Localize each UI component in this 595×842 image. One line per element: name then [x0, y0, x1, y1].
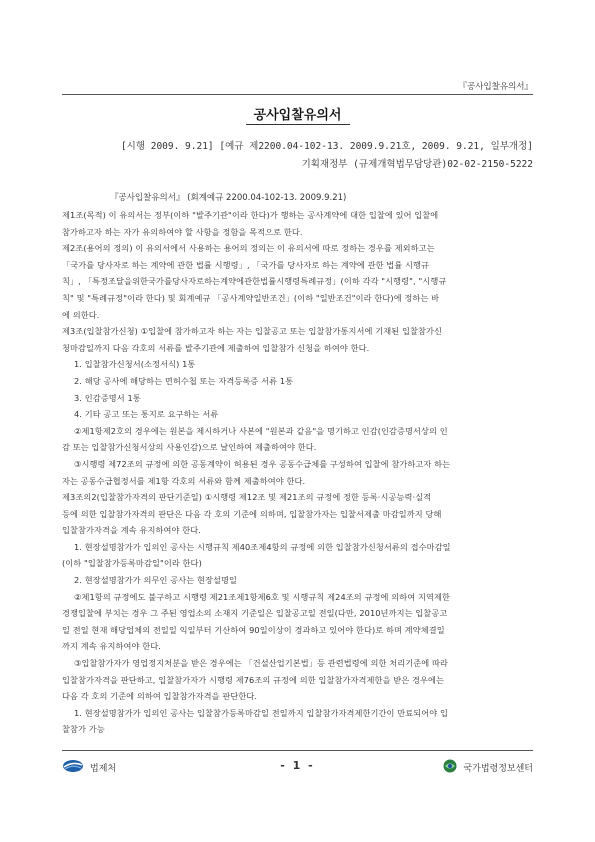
enforcement-info: [121, 138, 533, 174]
body-line: 등에 의한 입찰참가자격의 판단은 다음 각 호의 기준에 의하며, 입찰참가자는 입찰서제출 마감일까지 당해: [62, 508, 442, 519]
title-underline: [246, 124, 350, 125]
body-line: 자는 공동수급협정서를 제1항 각호의 서류와 함께 제출하여야 한다.: [62, 475, 306, 486]
body-line: 일 전일 현재 해당업체의 전일일 익일부터 기산하여 90일이상이 경과하고 있어야 한다)로 하며 계약체결일: [62, 624, 445, 635]
body-line: 경쟁입찰에 부치는 경우 그 주된 영업소의 소재지 기준일은 입찰공고일 전일(다만, 2010년까지는 입찰공고: [62, 608, 448, 619]
footer-right: [443, 759, 533, 776]
list-item: 4. 기타 공고 또는 통지로 요구하는 서류: [74, 409, 219, 420]
body-line: 까지 계속 유지하여야 한다.: [62, 641, 161, 652]
page-number: - 1 -: [280, 759, 315, 772]
list-item: 3. 인감증명서 1통: [74, 392, 141, 403]
footer-left-label: 법제처: [90, 764, 117, 774]
body-line: 입찰참가자격을 계속 유지하여야 한다.: [62, 525, 201, 536]
body-line: 제3조(입찰참가신청) ①입찰에 참가하고자 하는 자는 입찰공고 또는 입찰참가통지서에 기재된 입찰참가신: [62, 326, 443, 337]
footer-rule: [62, 750, 533, 751]
body-line: ③시행령 제72조의 규정에 의한 공동계약이 허용된 경우 공동수급체를 구성하여 입찰에 참가하고자 하는: [74, 458, 451, 469]
document-subtitle: 『공사입찰유의서』 (회계예규 2200.04-102-13. 2009.9.21): [110, 193, 347, 203]
header-rule: [62, 94, 533, 95]
body-line: 에 의한다.: [62, 309, 100, 320]
body-line: 칙" 및 "특례규정"이라 한다) 및 회계예규 「공사계약일반조건」(이하 "일반조건"이라 한다)에 정하는 바: [62, 292, 440, 303]
body-line: 청마감일까지 다음 각호의 서류를 발주기관에 제출하여 입찰참가 신청을 하여야 한다.: [62, 342, 370, 353]
document-title: 공사입찰유의서: [253, 108, 342, 123]
law-center-logo-icon: [443, 759, 457, 776]
footer-right-label: 국가법령정보센터: [463, 764, 533, 774]
body-line: 다음 각 호의 기준에 의하여 입찰참가자격을 판단한다.: [62, 691, 258, 702]
body-line: ②제1항의 규정에도 불구하고 시행령 제21조제1항제6호 및 시행규칙 제24조의 규정에 의하여 지역제한: [74, 591, 450, 602]
body-line: 참가하고자 하는 자가 유의하여야 할 사항을 정함을 목적으로 한다.: [62, 226, 303, 237]
page-footer: [62, 757, 533, 779]
body-line: 제3조의2(입찰참가자격의 판단기준일) ①시행령 제12조 및 제21조의 규정에 정한 등록·시공능력·실적: [62, 492, 432, 503]
body-line: 칙」, 「특정조달을위한국가를당사자로하는계약에관한법률시행령특례규정」(이하 각각 "시행령", "시행규: [62, 276, 447, 287]
body-line: 입찰참가자격을 판단하고, 입찰참가자가 시행령 제76조의 규정에 의한 입찰참가자격제한을 받은 경우에는: [62, 674, 445, 685]
list-item: 2. 해당 공사에 해당하는 면허수첩 또는 자격등록증 서류 1통: [74, 375, 294, 386]
running-head: 『공사입찰유의서』: [458, 82, 533, 92]
document-body: [62, 207, 533, 738]
list-item: 1. 입찰참가신청서(소정서식) 1통: [74, 359, 196, 370]
list-item-continued: 찰참가 가능: [62, 724, 105, 735]
list-item: 1. 현장설명참가가 입의인 공사는 시행규칙 제40조제4항의 규정에 의한 입찰참가신청서류의 접수마감일: [74, 541, 451, 552]
enforcement-line: [시행 2009. 9.21] [예규 제2200.04-102-13. 2009.9.21호, 2009. 9.21, 일부개정]: [120, 141, 533, 152]
body-line: 감 또는 입찰참가신청서상의 사용인감)으로 날인하여 제출하여야 한다.: [62, 442, 317, 453]
list-item-continued: (이하 "입찰참가등록마감일"이라 한다): [62, 558, 202, 569]
body-line: 제2조(용어의 정의) 이 유의서에서 사용하는 용어의 정의는 이 유의서에 따로 정하는 경우를 제외하고는: [62, 243, 435, 254]
ministry-contact: 기획재정부 (규제개혁법무담당관)02-02-2150-5222: [301, 159, 533, 170]
list-item: 2. 현장설명참가가 의무인 공사는 현장설명일: [74, 575, 237, 586]
body-line: 제1조(목적) 이 유의서는 정부(이하 "발주기관"이라 한다)가 행하는 공사계약에 대한 입찰에 있어 입찰에: [62, 210, 439, 220]
body-line: ③입찰참가자가 영업정지처분을 받은 경우에는 「건설산업기본법」등 관련법령에 의한 처리기준에 따라: [74, 658, 449, 669]
body-line: ②제1항제2호의 경우에는 원본을 제시하거나 사본에 "원본과 같음"을 명기하고 인감(인감증명서상의 인: [74, 425, 448, 436]
list-item: 1. 현장설명참가가 입의인 공사는 입찰참가등록마감일 전일까지 입찰참가자격제한기간이 만료되어야 입: [74, 707, 449, 718]
body-line: 「국가를 당사자로 하는 계약에 관한 법률 시행령」, 「국가를 당사자로 하는 계약에 관한 법률 시행규: [62, 259, 430, 270]
